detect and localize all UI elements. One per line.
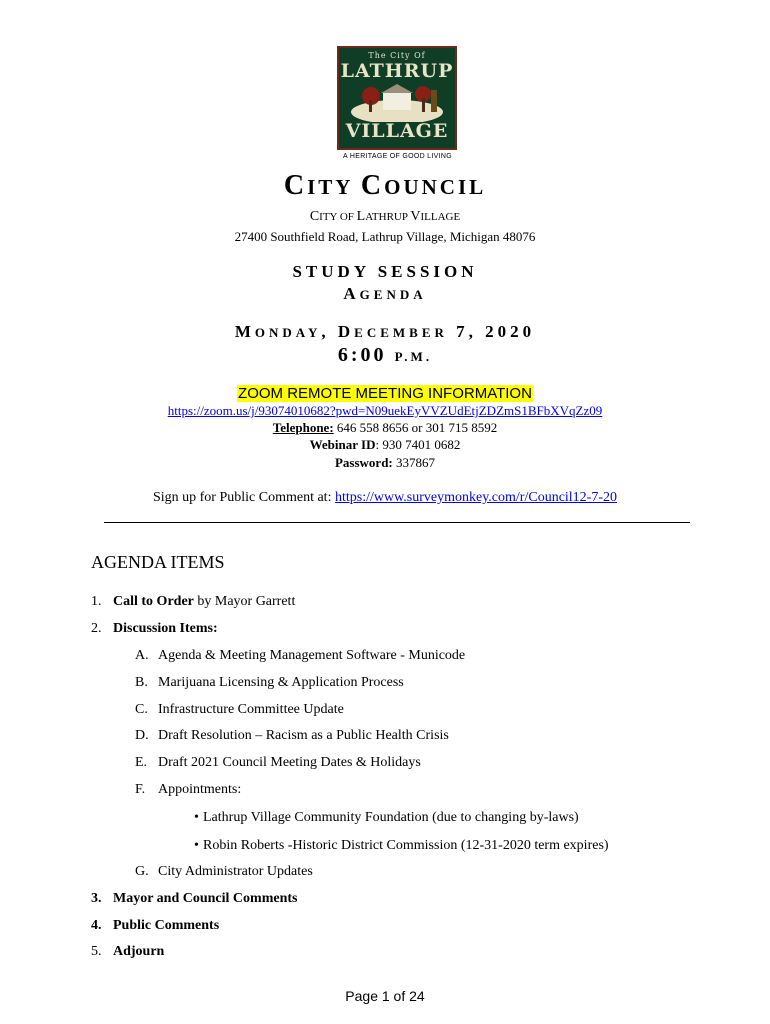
city-part: L — [356, 209, 366, 224]
webinar-id-line — [0, 437, 770, 453]
bullet-text: Lathrup Village Community Foundation (due to changing by-laws) — [203, 810, 579, 825]
appointment-bullet-1 — [194, 810, 579, 826]
city-name — [0, 209, 770, 225]
sub-letter: F. — [135, 782, 146, 797]
public-comment-text: Sign up for Public Comment at: — [152, 490, 335, 505]
public-comment-line — [0, 490, 770, 506]
zoom-heading-text: ZOOM REMOTE MEETING INFORMATION — [238, 385, 532, 402]
sub-text: Appointments: — [158, 782, 242, 797]
password-line — [0, 455, 770, 471]
meeting-date — [0, 322, 770, 342]
date-part: 7, 2020 — [447, 322, 536, 341]
agenda-item-4 — [91, 918, 219, 934]
item-number: 3. — [91, 891, 102, 906]
webinar-label: Webinar ID — [309, 437, 376, 452]
agenda-item-1 — [91, 594, 295, 610]
divider — [104, 522, 690, 523]
sub-item-a — [135, 648, 465, 664]
logo-line3: VILLAGE — [345, 120, 449, 142]
sub-item-g — [135, 864, 313, 880]
sub-item-f — [135, 782, 241, 798]
sub-text: Draft 2021 Council Meeting Dates & Holidays — [158, 755, 421, 770]
sub-text: Draft Resolution – Racism as a Public Health Crisis — [158, 728, 449, 743]
sub-text: City Administrator Updates — [158, 864, 313, 879]
appointment-bullet-2 — [194, 838, 609, 854]
item-title: Adjourn — [113, 944, 165, 959]
webinar-value: : 930 7401 0682 — [375, 437, 461, 452]
bullet-icon: • — [194, 838, 199, 853]
time-part: 6:00 — [337, 344, 395, 366]
item-number: 4. — [91, 918, 102, 933]
title-part: ITY — [307, 175, 361, 199]
telephone-label: Telephone: — [272, 420, 334, 435]
agenda-item-2 — [91, 621, 218, 637]
city-address: 27400 Southfield Road, Lathrup Village, Michigan 48076 — [234, 229, 536, 244]
item-title: Call to Order — [113, 594, 194, 609]
sub-letter: A. — [135, 648, 149, 663]
sub-item-e — [135, 755, 421, 771]
agenda-heading — [0, 284, 770, 304]
bullet-text: Robin Roberts -Historic District Commission (12-31-2020 term expires) — [203, 838, 609, 853]
item-text: by Mayor Garrett — [193, 594, 296, 609]
sub-letter: E. — [135, 755, 148, 770]
city-logo — [337, 46, 457, 150]
logo-illustration-icon — [347, 82, 447, 122]
sub-letter: C. — [135, 702, 148, 717]
agenda-items-heading: AGENDA ITEMS — [91, 552, 225, 572]
time-part: P.M. — [394, 349, 433, 364]
date-part: M — [234, 322, 255, 341]
page-title — [0, 170, 770, 202]
page-number: Page 1 of 24 — [345, 988, 425, 1004]
item-title: Discussion Items: — [113, 621, 218, 636]
telephone-line — [0, 420, 770, 436]
password-value: 337867 — [392, 455, 436, 470]
sub-letter: D. — [135, 728, 149, 743]
city-part: C — [309, 209, 320, 224]
date-part: ONDAY — [254, 325, 322, 340]
bullet-icon: • — [194, 810, 199, 825]
sub-text: Infrastructure Committee Update — [158, 702, 344, 717]
sub-letter: B. — [135, 675, 148, 690]
sub-text: Marijuana Licensing & Application Process — [158, 675, 404, 690]
agenda-item-5 — [91, 944, 164, 960]
agenda-item-3 — [91, 891, 297, 907]
logo-line1: The City Of — [368, 51, 426, 60]
item-number: 1. — [91, 594, 102, 609]
sub-letter: G. — [135, 864, 149, 879]
sub-item-c — [135, 702, 344, 718]
title-part: OUNCIL — [384, 175, 487, 199]
password-label: Password: — [334, 455, 393, 470]
title-part: C — [360, 170, 385, 201]
city-part: ILLAGE — [420, 211, 461, 223]
sub-item-d — [135, 728, 449, 744]
date-part: , D — [321, 322, 355, 341]
city-part: ITY OF — [319, 211, 357, 223]
zoom-link[interactable]: https://zoom.us/j/93074010682?pwd=N09uekEyVVZUdEtjZDZmS1BFbXVqZz09 — [167, 403, 603, 418]
logo-line2: LATHRUP — [340, 60, 454, 82]
logo-tagline: A HERITAGE OF GOOD LIVING — [343, 153, 452, 160]
meeting-time — [0, 344, 770, 367]
sub-item-b — [135, 675, 404, 691]
study-session-heading: STUDY SESSION — [292, 262, 478, 281]
telephone-value: 646 558 8656 or 301 715 8592 — [333, 420, 498, 435]
date-part: ECEMBER — [354, 325, 448, 340]
public-comment-link[interactable]: https://www.surveymonkey.com/r/Council12-7-20 — [334, 490, 618, 505]
item-number: 5. — [91, 944, 102, 959]
city-part: V — [410, 209, 421, 224]
item-number: 2. — [91, 621, 102, 636]
agenda-part: GENDA — [359, 287, 427, 302]
city-part: ATHRUP — [365, 211, 411, 223]
title-part: C — [283, 170, 308, 201]
sub-text: Agenda & Meeting Management Software - Municode — [158, 648, 466, 663]
agenda-part: A — [343, 284, 360, 303]
item-title: Public Comments — [113, 918, 220, 933]
zoom-heading — [0, 385, 770, 402]
item-title: Mayor and Council Comments — [113, 891, 298, 906]
